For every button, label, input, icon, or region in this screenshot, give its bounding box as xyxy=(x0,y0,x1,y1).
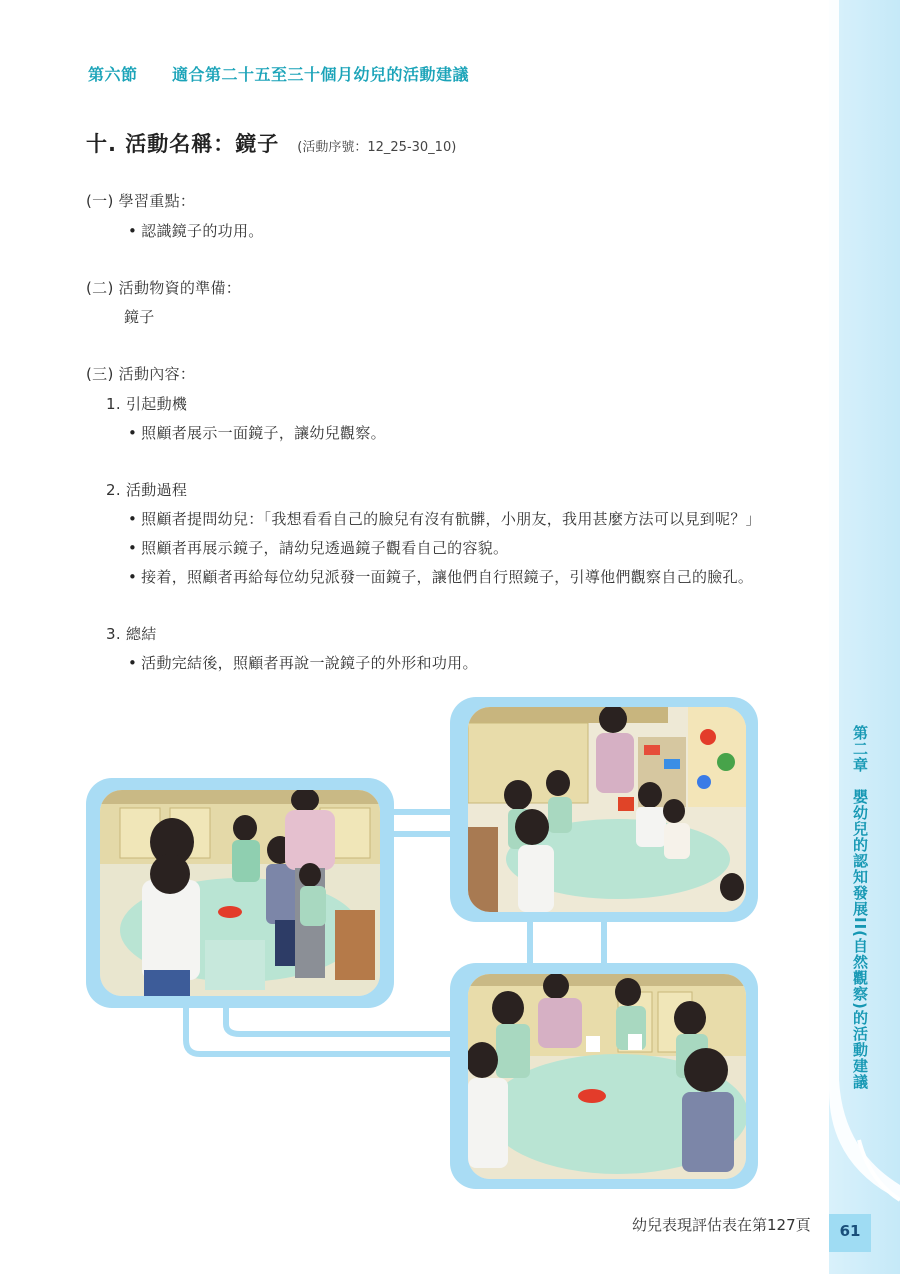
section-title: 適合第二十五至三十個月幼兒的活動建議 xyxy=(172,65,470,84)
page-number: 61 xyxy=(839,1222,861,1240)
materials-heading: (二) 活動物資的準備： xyxy=(86,279,242,297)
classroom-photo xyxy=(468,974,746,1179)
step-bullet: • 照顧者展示一面鏡子，讓幼兒觀察。 xyxy=(128,422,386,443)
step-bullet: • 接着，照顧者再給每位幼兒派發一面鏡子，讓他們自行照鏡子，引導他們觀察自己的臉孔。 xyxy=(128,566,753,587)
step-title: 3. 總結 xyxy=(106,625,157,643)
learning-focus-heading: (一) 學習重點： xyxy=(86,192,196,210)
classroom-photo xyxy=(468,707,746,912)
step-bullet: • 照顧者提問幼兒：「我想看看自己的臉兒有沒有骯髒，小朋友，我用甚麼方法可以見到呢？」 xyxy=(128,508,761,529)
step-bullet: • 照顧者再展示鏡子，請幼兒透過鏡子觀看自己的容貌。 xyxy=(128,537,508,558)
section-number: 第六節 xyxy=(88,65,138,84)
classroom-photo xyxy=(100,790,380,996)
step-title: 2. 活動過程 xyxy=(106,481,188,499)
activity-serial: (活動序號：12_25-30_10) xyxy=(297,140,457,155)
assessment-reference: 幼兒表現評估表在第127頁 xyxy=(632,1216,811,1234)
step-title: 1. 引起動機 xyxy=(106,395,188,413)
learning-focus-item: • 認識鏡子的功用。 xyxy=(128,220,264,241)
materials-item: 鏡子 xyxy=(124,308,155,326)
activity-name: 十. 活動名稱：鏡子 xyxy=(86,132,280,156)
step-bullet: • 活動完結後，照顧者再說一說鏡子的外形和功用。 xyxy=(128,652,478,673)
content-heading: (三) 活動內容： xyxy=(86,365,196,383)
chapter-side-tab: 第二章 嬰幼兒的認知發展II(自然觀察)的活動建議 xyxy=(851,725,869,1090)
